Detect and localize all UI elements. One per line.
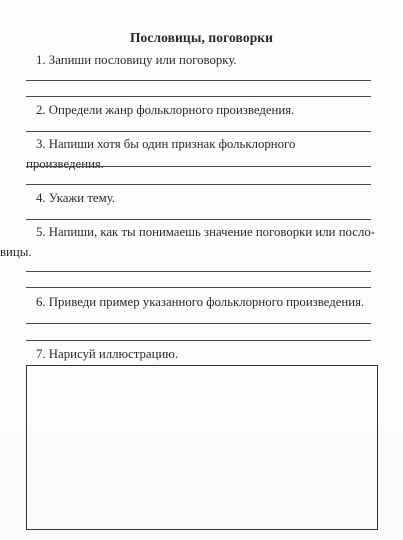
task-3-text: 3. Напиши хотя бы один признак фольклорного произведения. (26, 137, 296, 171)
answer-line[interactable] (26, 323, 371, 324)
task-6-text: 6. Приведи пример указанного фольклорного произведения. (36, 295, 365, 309)
illustration-drawing-box[interactable] (26, 365, 378, 530)
answer-line[interactable] (26, 131, 371, 132)
answer-line[interactable] (26, 287, 371, 288)
task-4-text: 4. Укажи тему. (36, 191, 116, 205)
task-7-text: 7. Нарисуй иллюстрацию. (36, 347, 179, 361)
answer-line[interactable] (26, 184, 371, 185)
task-5-prompt (0, 222, 376, 262)
answer-line[interactable] (26, 80, 371, 81)
task-5-text-line2: вицы. (0, 245, 32, 259)
answer-line[interactable] (26, 96, 371, 97)
task-2-prompt (26, 100, 376, 120)
task-7-prompt (26, 344, 376, 364)
answer-line[interactable] (26, 271, 371, 272)
task-1-text: 1. Запиши пословицу или поговорку. (36, 53, 237, 67)
answer-line[interactable] (26, 166, 371, 167)
task-3-prompt (26, 134, 376, 174)
task-2-text: 2. Определи жанр фольклорного произведения. (36, 103, 295, 117)
answer-line[interactable] (26, 340, 371, 341)
task-4-prompt (26, 188, 376, 208)
page-title: Пословицы, поговорки (129, 30, 274, 45)
task-5-text-line1: 5. Напиши, как ты понимаешь значение поговорки или посло- (36, 225, 375, 239)
answer-line[interactable] (26, 219, 371, 220)
task-1-prompt (26, 50, 376, 70)
task-6-prompt (26, 292, 376, 312)
